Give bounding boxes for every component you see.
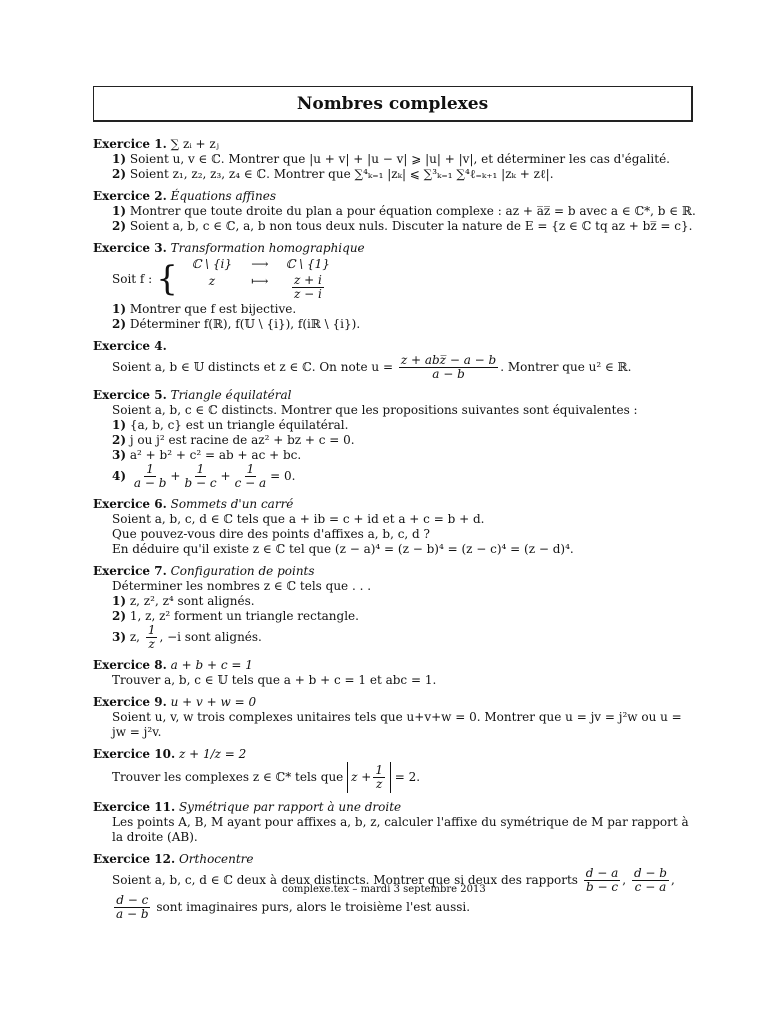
codomain: ℂ \ {1} <box>285 257 330 271</box>
item-number: 2) <box>112 167 127 181</box>
exercise-4 <box>93 339 698 381</box>
brace-symbol: { <box>156 259 178 299</box>
item-text: Soient a, b, c, d ∈ ℂ tels que a + ib = c + id et a + c = b + d. <box>112 512 485 526</box>
maps-to: ⟼ <box>251 274 269 288</box>
exercise-number: Exercice 7. <box>93 564 167 578</box>
exercise-10 <box>93 747 698 793</box>
exercise-subtitle: a + b + c = 1 <box>170 658 253 672</box>
variable: z <box>208 274 216 288</box>
exercise-subtitle: Transformation homographique <box>170 241 365 255</box>
exercise-subtitle: Équations affines <box>170 189 277 203</box>
item-text-end: , −i sont alignés. <box>159 630 262 644</box>
item-text: Déterminer f(ℝ), f(𝕌 \ {i}), f(iℝ \ {i}). <box>129 317 361 331</box>
ratio-1: $\frac{d - a}{b - c}$ <box>585 866 619 894</box>
domain: ℂ \ {i} <box>191 257 233 271</box>
exercise-intro: Déterminer les nombres z ∈ ℂ tels que . . . <box>112 579 372 593</box>
item-number: 3) <box>112 448 127 462</box>
item-text: a² + b² + c² = ab + ac + bc. <box>129 448 302 462</box>
equation-end: = 0. <box>270 469 296 483</box>
exercise-subtitle: Symétrique par rapport à une droite <box>178 800 402 814</box>
item-text-end: sont imaginaires purs, alors le troisième l'est aussi. <box>156 900 471 914</box>
exercise-list <box>93 137 698 928</box>
item-text: Que pouvez-vous dire des points d'affixes a, b, c, d ? <box>112 527 430 541</box>
fraction: $\frac{1}{a - b}$ <box>133 462 167 490</box>
arrow: ⟶ <box>251 257 269 271</box>
item-number: 1) <box>112 204 127 218</box>
exercise-subtitle: u + v + w = 0 <box>170 695 257 709</box>
absolute-value: z + $\frac{1}{z}$ <box>347 762 391 793</box>
item-number: 4) <box>112 469 127 483</box>
exercise-9 <box>93 695 698 740</box>
exercise-5 <box>93 388 698 490</box>
item-text: Soient z₁, z₂, z₃, z₄ ∈ ℂ. Montrer que ∑⁴ₖ₌₁ |zₖ| ⩽ ∑³ₖ₌₁ ∑⁴ℓ₌ₖ₊₁ |zₖ + zℓ|. <box>129 167 554 181</box>
item-text: Trouver a, b, c ∈ 𝕌 tels que a + b + c = 1 et abc = 1. <box>112 673 437 687</box>
exercise-8 <box>93 658 698 688</box>
exercise-number: Exercice 10. <box>93 747 176 761</box>
item-text: Montrer que f est bijective. <box>129 302 297 316</box>
exercise-number: Exercice 1. <box>93 137 167 151</box>
exercise-3 <box>93 241 698 332</box>
item-number: 2) <box>112 433 127 447</box>
exercise-subtitle: ∑ zᵢ + zⱼ <box>170 137 219 151</box>
exercise-intro: Soient a, b, c ∈ ℂ distincts. Montrer que les propositions suivantes sont équivalentes : <box>112 403 638 417</box>
function-label: Soit f : <box>112 271 153 286</box>
item-text: Soient a, b, c ∈ ℂ, a, b non tous deux nuls. Discuter la nature de E = {z ∈ ℂ tq az + bz̅ = c}. <box>129 219 693 233</box>
item-text: 1, z, z² forment un triangle rectangle. <box>129 609 359 623</box>
exercise-number: Exercice 2. <box>93 189 167 203</box>
item-number: 3) <box>112 630 127 644</box>
item-number: 2) <box>112 609 127 623</box>
exercise-number: Exercice 3. <box>93 241 167 255</box>
item-number: 1) <box>112 152 127 166</box>
page-title: Nombres complexes <box>93 86 693 122</box>
exercise-subtitle: Orthocentre <box>178 852 254 866</box>
plus-sign: + <box>220 469 231 483</box>
page-footer: complexe.tex – mardi 3 septembre 2013 <box>282 884 486 895</box>
item-text: Soient u, v, w trois complexes unitaires tels que u+v+w = 0. Montrer que u = jv = j²w ou u = jw = j²v. <box>112 710 682 739</box>
exercise-number: Exercice 12. <box>93 852 176 866</box>
exercise-subtitle: Triangle équilatéral <box>170 388 292 402</box>
item-number: 1) <box>112 418 127 432</box>
item-number: 1) <box>112 302 127 316</box>
exercise-subtitle: z + 1/z = 2 <box>178 747 247 761</box>
exercise-12: Exercice 12. Orthocentre Soient a, b, c, d ∈ ℂ deux à deux distincts. Montrer que si deux des rapports $\frac{d - a}{b - c}$ , $\frac{d - b}{c - a}$ , $\frac{d - c}{a - b}$ sont imaginaires purs, alors le troisième l'est aussi. <box>93 852 675 921</box>
item-text: {a, b, c} est un triangle équilatéral. <box>129 418 349 432</box>
ratio-3: $\frac{d - c}{a - b}$ <box>116 893 149 921</box>
fraction: $\frac{1}{c - a}$ <box>234 462 267 490</box>
exercise-6 <box>93 497 698 557</box>
item-text: En déduire qu'il existe z ∈ ℂ tel que (z − a)⁴ = (z − b)⁴ = (z − c)⁴ = (z − d)⁴. <box>112 542 574 556</box>
item-text-end: . Montrer que u² ∈ ℝ. <box>500 360 632 374</box>
exercise-2 <box>93 189 698 234</box>
item-text: Soient a, b, c, d ∈ ℂ deux à deux distincts. Montrer que si deux des rapports <box>112 873 578 887</box>
item-text: Les points A, B, M ayant pour affixes a, b, z, calculer l'affixe du symétrique de M par rapport à la droite (AB). <box>112 815 689 844</box>
exercise-11 <box>93 800 698 845</box>
item-text-end: = 2. <box>394 770 421 784</box>
function-definition <box>93 257 698 301</box>
item-number: 2) <box>112 317 127 331</box>
exercise-number: Exercice 4. <box>93 339 167 353</box>
item-text: Soient u, v ∈ ℂ. Montrer que |u + v| + |u − v| ⩾ |u| + |v|, et déterminer les cas d'égalité. <box>129 152 670 166</box>
exercise-number: Exercice 9. <box>93 695 167 709</box>
exercise-subtitle: Configuration de points <box>170 564 315 578</box>
item-text: j ou j² est racine de az² + bz + c = 0. <box>129 433 355 447</box>
image-fraction: $\frac{z + i}{z - i}$ <box>293 273 322 301</box>
item-number: 1) <box>112 594 127 608</box>
item-text: Montrer que toute droite du plan a pour équation complexe : az + a̅z̅ = b avec a ∈ ℂ*, b ∈ ℝ. <box>129 204 696 218</box>
item-text: z, z², z⁴ sont alignés. <box>129 594 255 608</box>
fraction: $\frac{1}{z}$ <box>147 623 156 651</box>
exercise-number: Exercice 11. <box>93 800 176 814</box>
ratio-2: $\frac{d - b}{c - a}$ <box>633 866 667 894</box>
exercise-number: Exercice 8. <box>93 658 167 672</box>
item-number: 2) <box>112 219 127 233</box>
exercise-number: Exercice 6. <box>93 497 167 511</box>
fraction: $\frac{1}{b - c}$ <box>184 462 217 490</box>
u-fraction: $\frac{\text{z + abz̅ − a − b}}{a - b}$ <box>400 353 497 381</box>
exercise-number: Exercice 5. <box>93 388 167 402</box>
item-text: z, <box>129 630 140 644</box>
item-text: Soient a, b ∈ 𝕌 distincts et z ∈ ℂ. On note u = <box>112 360 394 374</box>
plus-sign: + <box>170 469 181 483</box>
exercise-subtitle: Sommets d'un carré <box>170 497 294 511</box>
exercise-7 <box>93 564 698 651</box>
item-text: Trouver les complexes z ∈ ℂ* tels que <box>112 770 344 784</box>
exercise-1 <box>93 137 698 182</box>
